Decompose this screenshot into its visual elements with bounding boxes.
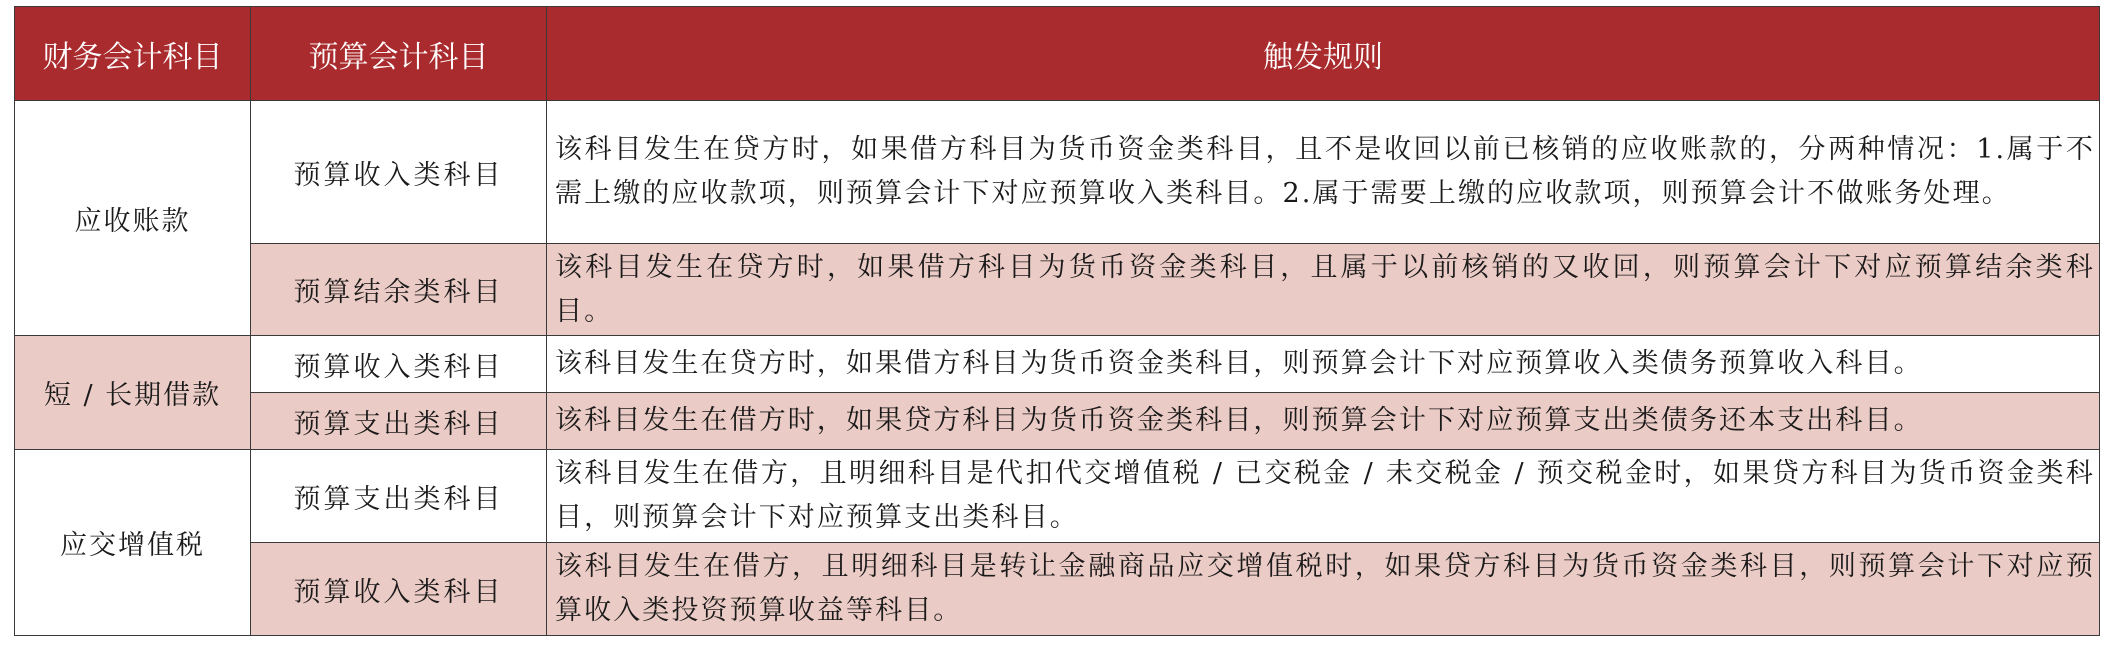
header-financial-account: 财务会计科目 [15,7,251,101]
header-trigger-rule: 触发规则 [547,7,2100,101]
table-row [15,543,2100,636]
table-header-row [15,7,2100,101]
rule-cell: 该科目发生在借方，且明细科目是代扣代交增值税 / 已交税金 / 未交税金 / 预交税金时，如果贷方科目为货币资金类科目，则预算会计下对应预算支出类科目。 [547,450,2100,543]
group-loans: 短 / 长期借款 [15,336,251,450]
budget-account-cell: 预算支出类科目 [251,450,547,543]
table-row [15,244,2100,336]
budget-account-cell: 预算收入类科目 [251,543,547,636]
rule-cell: 该科目发生在贷方时，如果借方科目为货币资金类科目，则预算会计下对应预算收入类债务预算收入科目。 [547,336,2100,393]
budget-account-cell: 预算收入类科目 [251,336,547,393]
table-row [15,450,2100,543]
group-vat-payable: 应交增值税 [15,450,251,636]
group-accounts-receivable: 应收账款 [15,101,251,336]
budget-account-cell: 预算支出类科目 [251,393,547,450]
rule-cell: 该科目发生在借方时，如果贷方科目为货币资金类科目，则预算会计下对应预算支出类债务还本支出科目。 [547,393,2100,450]
header-budget-account: 预算会计科目 [251,7,547,101]
rule-cell: 该科目发生在贷方时，如果借方科目为货币资金类科目，且属于以前核销的又收回，则预算会计下对应预算结余类科目。 [547,244,2100,336]
rule-cell: 该科目发生在贷方时，如果借方科目为货币资金类科目，且不是收回以前已核销的应收账款的，分两种情况：1.属于不需上缴的应收款项，则预算会计下对应预算收入类科目。2.属于需要上缴的应收款项，则预算会计不做账务处理。 [547,101,2100,244]
trigger-rules-table [14,6,2100,636]
budget-account-cell: 预算结余类科目 [251,244,547,336]
trigger-rules-table-container [14,6,2099,636]
budget-account-cell: 预算收入类科目 [251,101,547,244]
table-row [15,101,2100,244]
table-row [15,393,2100,450]
table-row [15,336,2100,393]
rule-cell: 该科目发生在借方，且明细科目是转让金融商品应交增值税时，如果贷方科目为货币资金类科目，则预算会计下对应预算收入类投资预算收益等科目。 [547,543,2100,636]
